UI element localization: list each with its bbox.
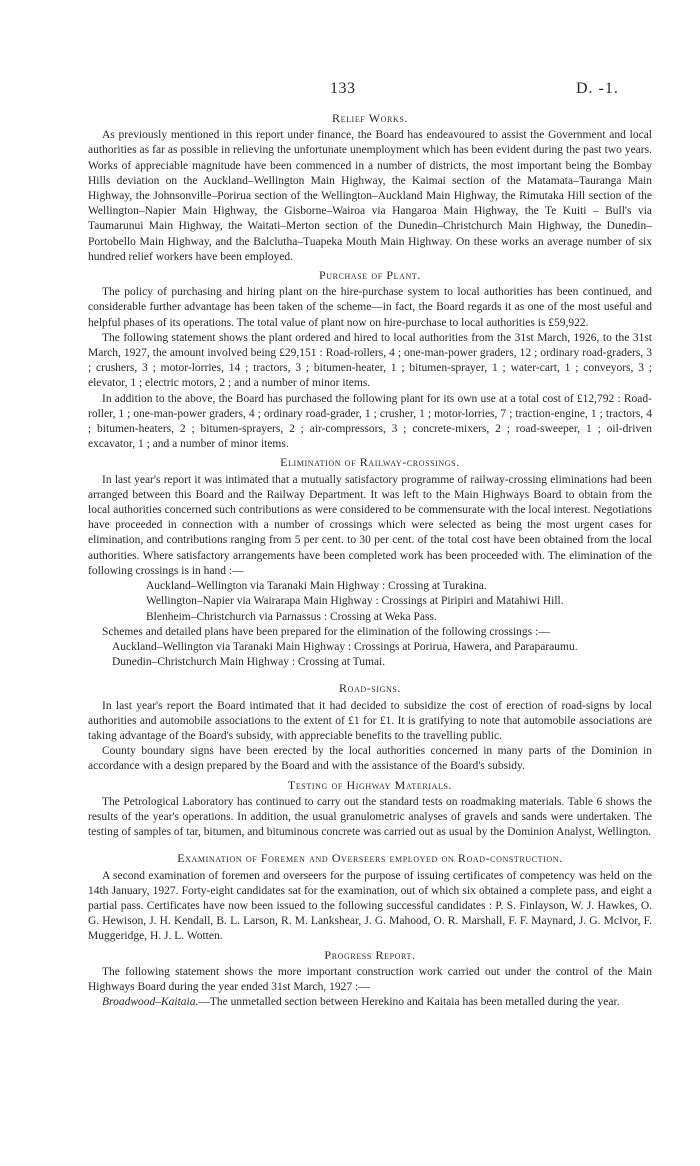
paragraph: [88, 995, 652, 1010]
heading-examination-foremen: Examination of Foremen and Overseers employed on Road-construction.: [177, 851, 563, 866]
paragraph: A second examination of foremen and overseers for the purpose of issuing certificates of competency was held on the 14th January, 1927. Forty-eight candidates sat for the examination, out of which six obtained a complete pass, and eight a partial pass. Certificates have now been issued to the following successful candidates : P. S. Finlayson, W. J. Hawkes, O. G. Hewison, J. H. Kendall, B. L. Larson, R. M. Lankshear, J. G. Mahood, O. R. Marshall, F. F. Maynard, J. G. McIvor, F. Muggeridge, H. J. L. Wotten.: [88, 869, 652, 943]
paragraph: The Petrological Laboratory has continued to carry out the standard tests on roadmaking materials. Table 6 shows the results of the year's operations. In addition, the usual granulometric analyses of gravels and sands were undertaken. The testing of samples of tar, bitumen, and bituminous concrete was carried out as usual by the Dominion Analyst, Wellington.: [88, 795, 652, 839]
spacer: [88, 670, 652, 678]
heading-road-signs: Road-signs.: [338, 681, 402, 696]
paragraph: As previously mentioned in this report under finance, the Board has endeavoured to assist the Government and local authorities as far as possible in relieving the unfortunate unemployment which has been evident during the past two years. Works of appreciable magnitude have been commenced in a number of districts, the most important being the Bombay Hills deviation on the Auckland–Wellington Main Highway, the Kaimai section of the Matamata–Tauranga Main Highway, the Johnsonville–Porirua section of the Wellington–Auckland Main Highway, the Rimutaka Hill section of the Wellington–Napier Main Highway, the Gisborne–Wairoa via Hangaroa Main Highway, the Te Kuiti – Bull's via Taumarunui Main Highway, the Waitati–Merton section of the Dunedin–Christchurch Main Highway, the Dunedin–Portobello Main Highway, and the Balclutha–Tuapeka Mouth Main Highway. On these works an average number of six hundred relief workers have been employed.: [88, 129, 652, 263]
paragraph: In addition to the above, the Board has purchased the following plant for its own use at a total cost of £12,792 : Road-roller, 1 ; one-man-power graders, 4 ; ordinary road-grader, 1 ; crusher, 1 ; motor-lorries, 7 ; traction-engine, 1 ; tractors, 4 ; bitumen-heaters, 2 ; bitumen-sprayers, 2 ; air-compressors, 3 ; concrete-mixers, 2 ; road-sweeper, 1 ; oil-driven excavator, 1 ; and a number of minor items.: [88, 392, 652, 451]
heading-relief-works: Relief Works.: [331, 111, 409, 125]
road-section-text: —The unmetalled section between Herekino and Kaitaia has been metalled during the year.: [198, 996, 620, 1009]
paragraph: The following statement shows the plant ordered and hired to local authorities from the 31st March, 1926, to the 31st March, 1927, the amount involved being £29,151 : Road-rollers, 4 ; one-man-power graders, 12 ; ordinary road-graders, 3 ; crushers, 3 ; motor-lorries, 14 ; tractors, 3 ; bitumen-heater, 1 ; bitumen-sprayer, 1 ; water-cart, 1 ; conveyors, 3 ; elevator, 1 ; electric motors, 2 ; and a number of minor items.: [88, 331, 652, 390]
page-body: [88, 108, 652, 1010]
paragraph: Schemes and detailed plans have been prepared for the elimination of the following crossings :—: [102, 625, 550, 638]
crossings-in-hand-list: [88, 579, 652, 625]
list-item: Auckland–Wellington via Taranaki Main Highway : Crossings at Porirua, Hawera, and Paraparaumu.: [112, 640, 578, 653]
paragraph: County boundary signs have been erected by the local authorities concerned in many parts of the Dominion in accordance with a design prepared by the Board and with the assistance of the Board's subsidy.: [88, 745, 652, 773]
document-reference: D. -1.: [576, 80, 619, 97]
paragraph: In last year's report the Board intimated that it had decided to subsidize the cost of erection of road-signs by local authorities and automobile associations to the extent of £1 for £1. It is gratifying to note that automobile associations are taking advantage of the Board's subsidy, with appreciable benefits to the travelling public.: [88, 699, 652, 742]
paragraph: In last year's report it was intimated that a mutually satisfactory programme of railway-crossing eliminations had been arranged between this Board and the Railway Department. It was left to the Main Highways Board to obtain from the local authorities concerned such contributions as were considered to be commensurate with the local interest. Negotiations have proceeded in connection with a number of crossings which were selected as being the most urgent cases for elimination, and contributions ranging from 5 per cent. to 30 per cent. of the total cost have been obtained from the local authorities. Where satisfactory arrangements have been completed work has been proceeded with. The elimination of the following crossings is in hand :—: [88, 473, 652, 577]
list-item: Wellington–Napier via Wairarapa Main Highway : Crossings at Piripiri and Matahiwi Hill.: [146, 595, 564, 608]
heading-purchase-of-plant: Purchase of Plant.: [318, 268, 422, 283]
paragraph: The following statement shows the more important construction work carried out under the control of the Main Highways Board during the year ended 31st March, 1927 :—: [88, 965, 652, 993]
page-number: 133: [330, 80, 356, 97]
list-item: Auckland–Wellington via Taranaki Main Highway : Crossing at Turakina.: [146, 580, 487, 593]
spacer: [88, 840, 652, 848]
heading-progress-report: Progress Report.: [324, 947, 416, 962]
paragraph: The policy of purchasing and hiring plant on the hire-purchase system to local authorities has been continued, and considerable further advantage has been taken of the scheme—in fact, the Board regards it as one of the most useful and helpful phases of its operations. The total value of plant now on hire-purchase to local authorities is £59,922.: [88, 286, 652, 329]
list-item: Blenheim–Christchurch via Parnassus : Crossing at Weka Pass.: [146, 610, 437, 623]
road-section-name: Broadwood–Kaitaia.: [102, 996, 199, 1009]
heading-elimination-railway-crossings: Elimination of Railway-crossings.: [280, 455, 460, 470]
heading-testing-highway-materials: Testing of Highway Materials.: [287, 777, 453, 792]
list-item: Dunedin–Christchurch Main Highway : Crossing at Tumai.: [112, 656, 386, 669]
crossings-prepared-list: [88, 640, 652, 670]
